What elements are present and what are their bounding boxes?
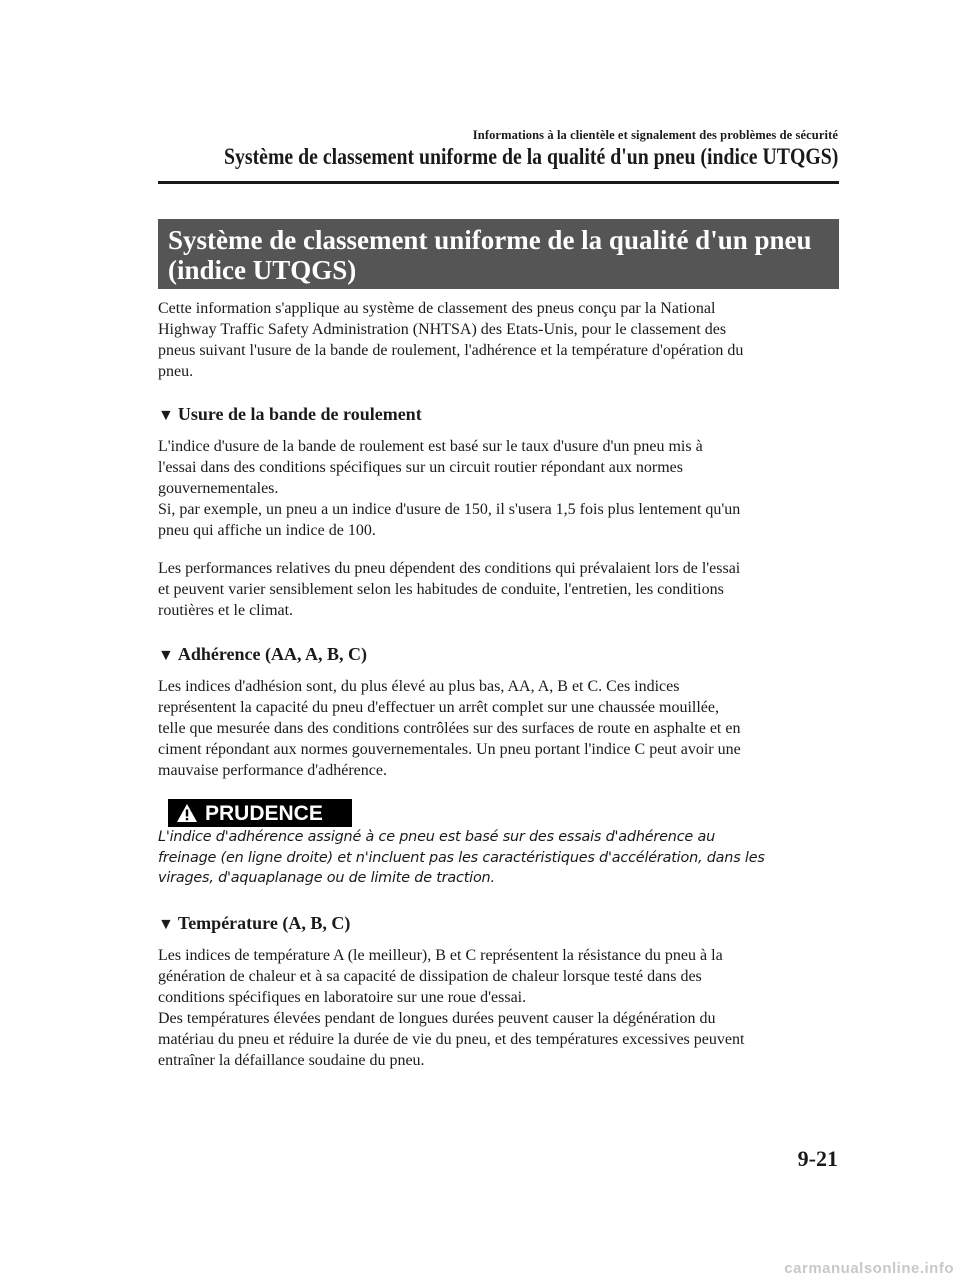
tread-paragraph-2 <box>158 558 838 621</box>
body-content <box>158 298 838 1071</box>
section-title-line-2: (indice UTQGS) <box>168 255 357 285</box>
heading-tread-wear-text: Usure de la bande de roulement <box>177 404 422 424</box>
heading-temperature <box>158 913 838 935</box>
caution-label <box>168 799 352 827</box>
header-rule <box>158 181 839 184</box>
text-line: mauvaise performance d'adhérence. <box>158 762 387 779</box>
text-line: Les indices d'adhésion sont, du plus élevé au plus bas, AA, A, B et C. Ces indices <box>158 678 680 695</box>
triangle-marker-icon: ▼ <box>158 407 174 424</box>
intro-paragraph <box>158 298 838 382</box>
page-number: 9-21 <box>797 1146 838 1171</box>
temperature-paragraph <box>158 945 838 1071</box>
text-line: entraîner la défaillance soudaine du pneu. <box>158 1051 425 1069</box>
intro-line: Highway Traffic Safety Administration (NHTSA) des Etats-Unis, pour le classement des <box>158 321 727 338</box>
caution-line: freinage (en ligne droite) et n'incluent pas les caractéristiques d'accélération, dans les <box>158 849 765 866</box>
section-title-band <box>158 219 839 289</box>
text-line: génération de chaleur et à sa capacité de dissipation de chaleur lorsque testé dans des <box>158 967 702 985</box>
heading-temperature-text: Température (A, B, C) <box>177 912 351 933</box>
text-line: l'essai dans des conditions spécifiques sur un circuit routier répondant aux normes <box>158 459 683 476</box>
text-line: L'indice d'usure de la bande de roulement est basé sur le taux d'usure d'un pneu mis à <box>158 438 703 455</box>
tread-paragraph-1 <box>158 436 838 541</box>
section-title-line-1: Système de classement uniforme de la qualité d'un pneu <box>168 225 812 255</box>
heading-traction-text: Adhérence (AA, A, B, C) <box>177 644 367 664</box>
text-line: représentent la capacité du pneu d'effectuer un arrêt complet sur une chaussée mouillée, <box>158 699 719 716</box>
text-line: Les indices de température A (le meilleur), B et C représentent la résistance du pneu à la <box>158 946 723 964</box>
intro-line: pneu. <box>158 363 194 380</box>
caution-text <box>158 827 838 889</box>
text-line: matériau du pneu et réduire la durée de vie du pneu, et des températures excessives peuvent <box>158 1030 745 1048</box>
text-line: telle que mesurée dans des conditions contrôlées sur des surfaces de route en asphalte et en <box>158 720 741 737</box>
running-header-title: Système de classement uniforme de la qualité d'un pneu (indice UTQGS) <box>223 144 838 169</box>
text-line: Si, par exemple, un pneu a un indice d'usure de 150, il s'usera 1,5 fois plus lentement qu'un <box>158 501 741 518</box>
intro-line: pneus suivant l'usure de la bande de roulement, l'adhérence et la température d'opération du <box>158 342 744 359</box>
traction-paragraph <box>158 676 838 781</box>
caution-line: L'indice d'adhérence assigné à ce pneu est basé sur des essais d'adhérence au <box>158 829 715 845</box>
triangle-marker-icon: ▼ <box>158 647 174 664</box>
text-line: routières et le climat. <box>158 602 294 619</box>
caution-line: virages, d'aquaplanage ou de limite de traction. <box>158 870 495 886</box>
caution-label-text: PRUDENCE <box>205 801 323 825</box>
text-line: pneu qui affiche un indice de 100. <box>158 522 376 539</box>
text-line: conditions spécifiques en laboratoire sur une roue d'essai. <box>158 988 527 1006</box>
heading-traction <box>158 644 838 666</box>
text-line: et peuvent varier sensiblement selon les habitudes de conduite, l'entretien, les conditions <box>158 581 724 598</box>
watermark: carmanualsonline.info <box>784 1260 954 1277</box>
text-line: Des températures élevées pendant de longues durées peuvent causer la dégénération du <box>158 1009 716 1027</box>
running-header-subtitle: Informations à la clientèle et signalement des problèmes de sécurité <box>472 128 838 142</box>
text-line: ciment répondant aux normes gouvernementales. Un pneu portant l'indice C peut avoir une <box>158 741 741 758</box>
triangle-marker-icon: ▼ <box>158 915 174 933</box>
warning-triangle-icon <box>176 803 198 823</box>
text-line: gouvernementales. <box>158 480 279 497</box>
intro-line: Cette information s'applique au système de classement des pneus conçu par la National <box>158 300 716 317</box>
text-line: Les performances relatives du pneu dépendent des conditions qui prévalaient lors de l'essai <box>158 560 741 577</box>
heading-tread-wear <box>158 404 838 426</box>
